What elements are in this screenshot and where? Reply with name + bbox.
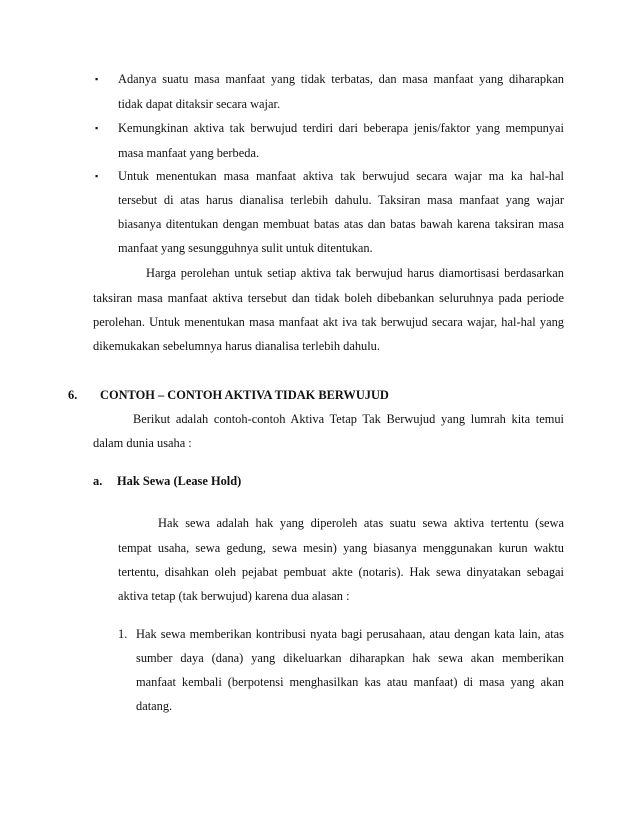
bullet-1-line-1: Adanya suatu masa manfaat yang tidak terbatas, dan masa manfaat yang diharapkan (118, 72, 564, 86)
bullet-1-line-2: tidak dapat ditaksir secara wajar. (118, 97, 281, 111)
subsection-body-line: tempat usaha, sewa gedung, sewa mesin) yang biasanya menggunakan kurun waktu (118, 541, 564, 555)
paragraph-line: perolehan. Untuk menentukan masa manfaat akt iva tak berwujud secara wajar, hal-hal yang (93, 315, 564, 329)
numbered-marker: 1. (118, 627, 128, 641)
paragraph-line: Harga perolehan untuk setiap aktiva tak berwujud harus diamortisasi berdasarkan (146, 266, 564, 280)
numbered-line: manfaat kembali (berpotensi menghasilkan kas atau manfaat) di masa yang akan (136, 675, 564, 689)
numbered-line: datang. (136, 699, 173, 713)
section-number: 6. (68, 388, 78, 402)
subsection-title: Hak Sewa (Lease Hold) (117, 474, 242, 488)
subsection-body-line: tertentu, disahkan oleh pejabat pembuat akte (notaris). Hak sewa dinyatakan sebagai (118, 565, 564, 579)
bullet-2-line-2: masa manfaat yang berbeda. (118, 146, 260, 160)
bullet-marker: ▪ (95, 171, 99, 181)
bullet-3-line-3: biasanya ditentukan dengan membuat batas atas dan batas bawah karena taksiran masa (118, 217, 564, 231)
bullet-marker: ▪ (95, 123, 99, 133)
bullet-2-line-1: Kemungkinan aktiva tak berwujud terdiri dari beberapa jenis/faktor yang mempunyai (118, 121, 564, 135)
bullet-marker: ▪ (95, 74, 99, 84)
bullet-3-line-4: manfaat yang sesungguhnya sulit untuk ditentukan. (118, 241, 373, 255)
numbered-line: Hak sewa memberikan kontribusi nyata bagi perusahaan, atau dengan kata lain, atas (136, 627, 564, 641)
bullet-3-line-2: tersebut di atas harus dianalisa terlebih dahulu. Taksiran masa manfaat yang wajar (118, 193, 564, 207)
paragraph-line: taksiran masa manfaat aktiva tersebut dan tidak boleh dibebankan seluruhnya pada periode (93, 291, 564, 305)
subsection-letter: a. (93, 474, 103, 488)
section-title: CONTOH – CONTOH AKTIVA TIDAK BERWUJUD (100, 388, 389, 402)
subsection-body-line: aktiva tetap (tak berwujud) karena dua alasan : (118, 589, 350, 603)
bullet-3-line-1: Untuk menentukan masa manfaat aktiva tak berwujud secara wajar ma ka hal-hal (118, 169, 564, 183)
numbered-line: sumber daya (dana) yang dikeluarkan diharapkan hak sewa akan memberikan (136, 651, 564, 665)
section-intro-line: dalam dunia usaha : (93, 436, 192, 450)
subsection-body-line: Hak sewa adalah hak yang diperoleh atas suatu sewa aktiva tertentu (sewa (158, 516, 564, 530)
paragraph-line: dikemukakan sebelumnya harus dianalisa terlebih dahulu. (93, 339, 380, 353)
section-intro-line: Berikut adalah contoh-contoh Aktiva Tetap Tak Berwujud yang lumrah kita temui (133, 412, 564, 426)
